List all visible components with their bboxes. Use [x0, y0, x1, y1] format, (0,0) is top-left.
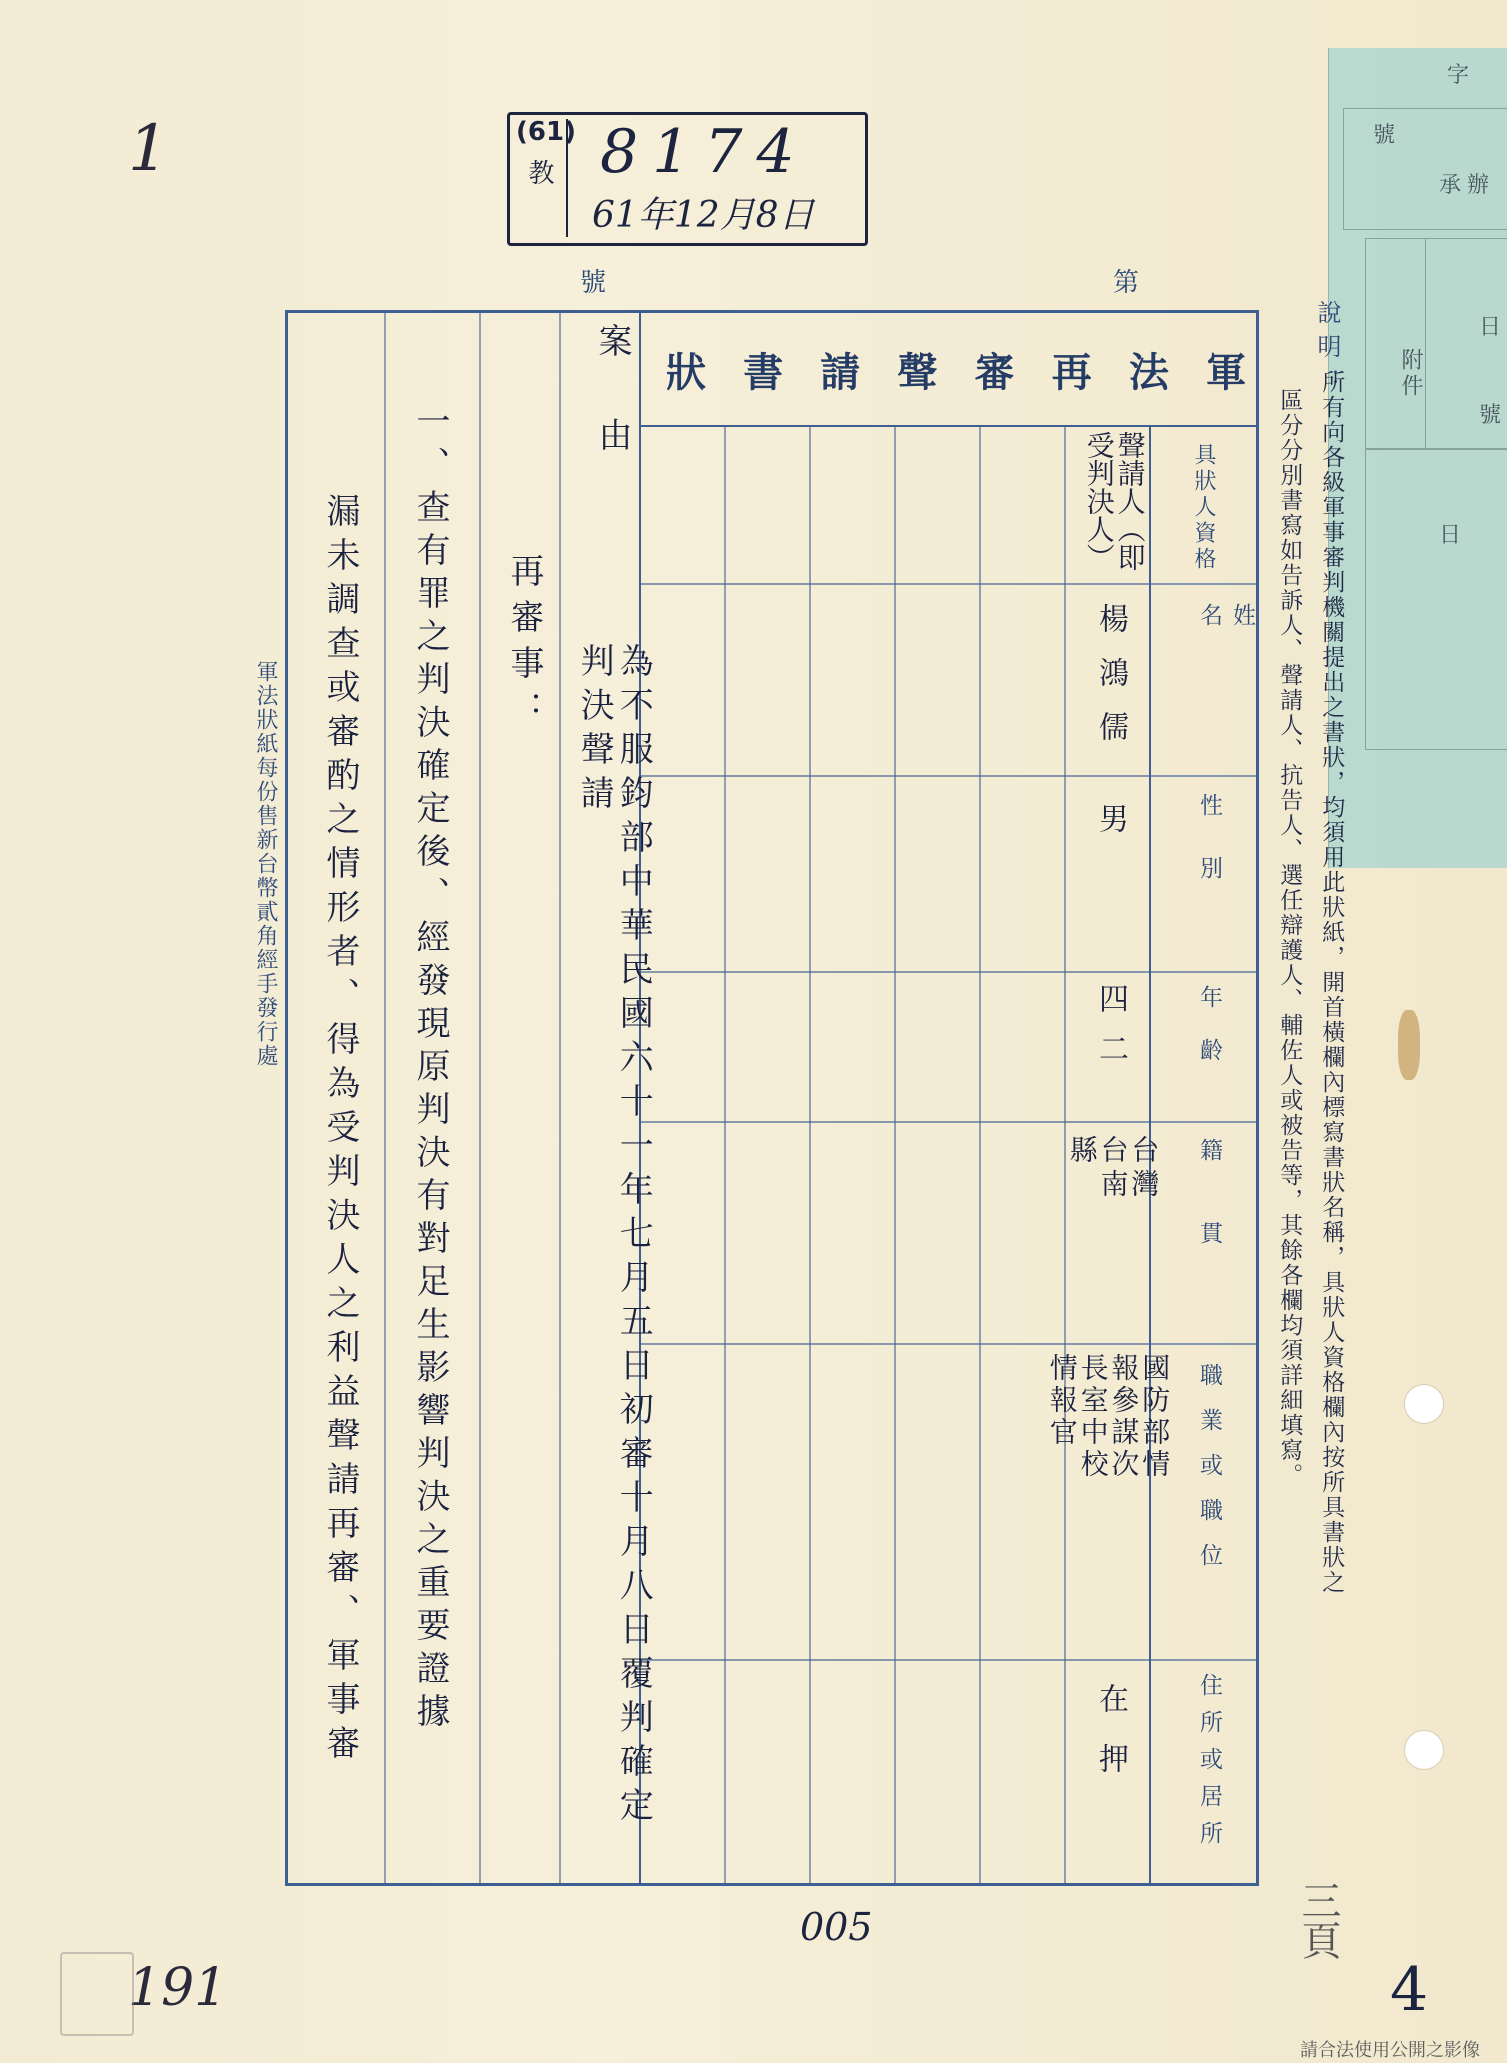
instructions-line-1: 所有向各級軍事審判機關提出之書狀，均須用此狀紙，開首橫欄內標寫書狀名稱，具狀人資格欄內按所具書狀之: [1318, 370, 1345, 1595]
title-char: 狀: [666, 349, 706, 396]
page-number: 4: [1390, 1955, 1429, 2025]
archive-logo-watermark: [60, 1952, 134, 2036]
title-char: 法: [1128, 349, 1169, 396]
handwritten-mark-bottom-left: 191: [128, 1958, 228, 2018]
reason-text: 為不服鈞部中華民國六十一年七月五日初審十月八日覆判確定判決聲請: [574, 643, 654, 1831]
title-char: 請: [820, 349, 861, 396]
retrial-label: 再審事：: [504, 553, 544, 737]
header-hao: 號: [580, 268, 607, 298]
punch-hole-top: [1404, 1384, 1444, 1424]
header-sex: 性別: [1196, 793, 1222, 919]
title-char: 聲: [897, 349, 938, 396]
title-char: 書: [743, 349, 784, 396]
stamp-code: (61): [516, 117, 576, 147]
form-title: [666, 341, 1246, 398]
applicant-residence: 在押: [1093, 1683, 1128, 1803]
body-line-2: 漏未調查或審酌之情形者、得為受判決人之利益聲請再審、軍事審: [320, 493, 360, 1769]
title-char: 審: [974, 349, 1015, 396]
header-name: 姓名: [1196, 603, 1255, 686]
slip-label-chengban: 承辦: [1439, 173, 1496, 198]
applicant-occupation: 國防部情報參謀次長室中校情報官: [1045, 1353, 1172, 1481]
reason-label: 案由: [592, 323, 632, 511]
form-frame: [285, 310, 1259, 1886]
slip-label-ri: 日: [1479, 315, 1502, 340]
slip-label-hao2: 號: [1479, 403, 1502, 428]
slip-label-hao: 號: [1373, 123, 1396, 148]
stain: [1398, 1010, 1420, 1080]
header-age: 年齡: [1196, 985, 1222, 1091]
header-origin: 籍貫: [1196, 1138, 1222, 1304]
receipt-stamp: [507, 112, 868, 246]
handwritten-mark-right: 三頁: [1295, 1880, 1341, 1960]
header-occupation: 職業或職位: [1196, 1363, 1222, 1588]
stamp-dept: 教: [524, 159, 554, 189]
page-code: 005: [800, 1905, 873, 1949]
header-residence: 住所或居所: [1196, 1673, 1222, 1858]
slip-label-ri2: 日: [1439, 523, 1462, 548]
punch-hole-bottom: [1404, 1730, 1444, 1770]
slip-label-fujian: 附件: [1398, 348, 1423, 400]
title-char: 軍: [1205, 349, 1246, 396]
applicant-age: 四二: [1093, 983, 1128, 1083]
side-note-price: 軍法狀紙每份售新台幣貳角經手發行處: [253, 660, 278, 1068]
applicant-sex: 男: [1093, 803, 1128, 845]
applicant-qualification: 聲請人（即受判決人）: [1082, 431, 1147, 571]
footer-notice: 請合法使用公開之影像: [1300, 2040, 1480, 2061]
stamp-date: 61年12月8日: [592, 195, 815, 236]
handwritten-mark-top-left: 1: [128, 112, 169, 186]
body-line-1: 一、查有罪之判決確定後、經發現原判決有對足生影響判決之重要證據: [410, 403, 450, 1736]
applicant-origin: 台灣台南縣: [1065, 1135, 1161, 1203]
instructions-line-2: 區分分別書寫如告訴人、聲請人、抗告人、選任辯護人、輔佐人或被告等，其餘各欄均須詳細填寫。: [1276, 388, 1303, 1488]
header-qualification: 具狀人資格: [1191, 443, 1216, 573]
instructions-label: 說明：: [1313, 300, 1341, 402]
title-char: 再: [1051, 349, 1092, 396]
slip-label-zi: 字: [1447, 63, 1470, 88]
header-di: 第: [1113, 268, 1140, 298]
attached-routing-slip: [1328, 48, 1507, 868]
applicant-name: 楊鴻儒: [1093, 603, 1128, 765]
stamp-number: 8174: [600, 117, 809, 187]
